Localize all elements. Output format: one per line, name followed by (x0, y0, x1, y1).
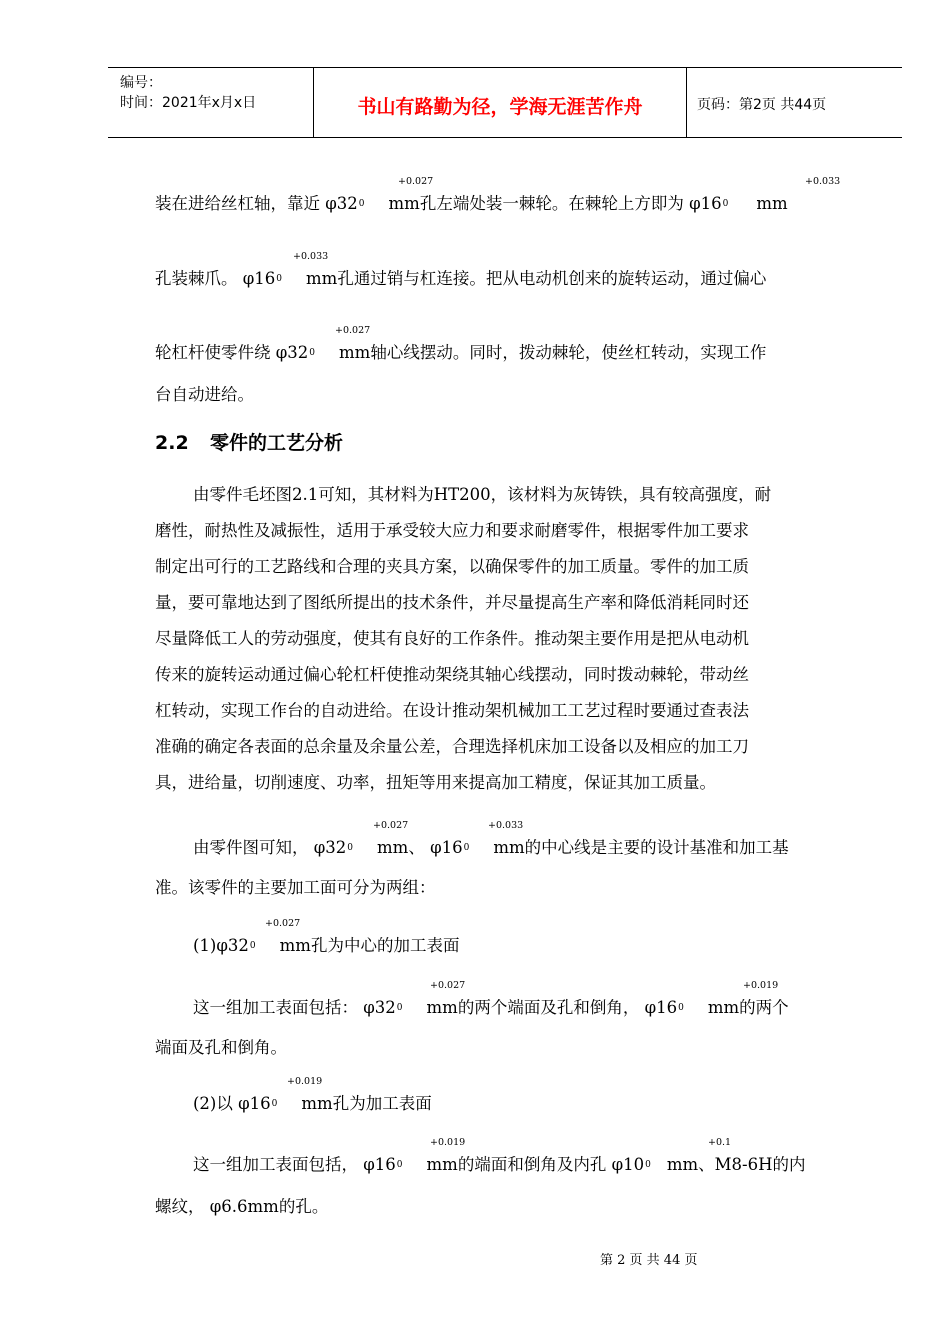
tolerance-lower: 0 (396, 1160, 403, 1170)
text-run: mm的两个端面及孔和倒角， φ16 (426, 998, 678, 1017)
text-run: 这一组加工表面包括： φ32 (193, 998, 396, 1017)
tolerance-upper: +0.019 (287, 1076, 323, 1087)
tolerance-upper: +0.019 (743, 980, 779, 991)
tolerance-lower: 0 (645, 1160, 651, 1170)
paragraph-line (193, 834, 789, 858)
tolerance-lower: 0 (463, 843, 470, 853)
tolerance-lower: 0 (358, 199, 365, 209)
paragraph-line: 磨性，耐热性及减振性，适用于承受较大应力和要求耐磨零件，根据零件加工要求 (155, 521, 749, 540)
text-run: mm轴心线摆动。同时，拨动棘轮，使丝杠转动，实现工作 (339, 343, 767, 362)
tolerance-upper: +0.019 (430, 1137, 466, 1148)
paragraph-line: 螺纹， φ6.6mm的孔。 (155, 1197, 329, 1216)
page-footer: 第 2 页 共 44 页 (600, 1253, 698, 1268)
text-run: mm的中心线是主要的设计基准和加工基 (493, 838, 789, 857)
header-motto: 书山有路勤为径，学海无涯苦作舟 (357, 96, 643, 118)
tolerance-upper: +0.027 (373, 820, 409, 831)
tolerance-upper: +0.033 (488, 820, 524, 831)
paragraph-line (155, 190, 788, 214)
text-run: 孔装棘爪。 φ16 (155, 269, 276, 288)
paragraph-line: 尽量降低工人的劳动强度，使其有良好的工作条件。推动架主要作用是把从电动机 (155, 629, 749, 648)
tolerance-lower: 0 (309, 348, 316, 358)
header-page-cell (687, 68, 902, 137)
tolerance-upper: +0.027 (335, 325, 371, 336)
header-meta-cell (108, 68, 314, 137)
paragraph-line: 杠转动，实现工作台的自动进给。在设计推动架机械加工工艺过程时要通过查表法 (155, 701, 749, 720)
section-heading (155, 428, 343, 455)
paragraph-line: 制定出可行的工艺路线和合理的夹具方案，以确保零件的加工质量。零件的加工质 (155, 557, 749, 576)
page-header (108, 67, 902, 138)
tolerance-lower: 0 (347, 843, 354, 853)
paragraph-line (155, 381, 254, 405)
tolerance-upper: +0.033 (805, 176, 841, 187)
paragraph-line (155, 339, 766, 363)
section-title: 零件的工艺分析 (210, 432, 344, 454)
text-run: mm的端面和倒角及内孔 φ10 (426, 1155, 645, 1174)
paragraph-line (193, 994, 789, 1018)
tolerance-upper: +0.027 (398, 176, 434, 187)
text-run: (1)φ32 (193, 936, 249, 955)
header-motto-cell (314, 68, 687, 137)
text-run: mm孔为中心的加工表面 (279, 936, 460, 955)
paragraph-line: 准确的确定各表面的总余量及余量公差，合理选择机床加工设备以及相应的加工刀 (155, 737, 749, 756)
text-run: mm、M8-6H的内 (666, 1155, 806, 1174)
doc-time-label: 时间：2021年x月x日 (120, 95, 257, 111)
text-run: mm孔左端处装一棘轮。在棘轮上方即为 φ16 (388, 194, 722, 213)
paragraph-line: 由零件毛坯图2.1可知，其材料为HT200，该材料为灰铸铁，具有较高强度，耐 (193, 485, 772, 504)
tolerance-upper: +0.027 (265, 918, 301, 929)
tolerance-lower: 0 (678, 1003, 684, 1013)
section-number: 2.2 (155, 432, 189, 454)
paragraph-line (193, 932, 459, 956)
text-run: 这一组加工表面包括， φ16 (193, 1155, 396, 1174)
paragraph-line: 准。该零件的主要加工面可分为两组： (155, 878, 436, 897)
text-run: mm的两个 (707, 998, 789, 1017)
text-run: mm孔通过销与杠连接。把从电动机创来的旋转运动，通过偏心 (306, 269, 767, 288)
text-run: 台自动进给。 (155, 385, 254, 404)
header-page-info: 页码：第2页 共44页 (697, 97, 827, 113)
tolerance-lower: 0 (271, 1099, 278, 1109)
paragraph-line (193, 1090, 432, 1114)
paragraph-line (155, 265, 766, 289)
text-run: 装在进给丝杠轴，靠近 φ32 (155, 194, 358, 213)
tolerance-upper: +0.033 (293, 251, 329, 262)
text-run: mm (756, 194, 788, 213)
text-run: mm孔为加工表面 (301, 1094, 432, 1113)
tolerance-upper: +0.027 (430, 980, 466, 991)
doc-number-label: 编号： (120, 75, 162, 91)
tolerance-upper: +0.1 (708, 1137, 732, 1148)
text-run: 轮杠杆使零件绕 φ32 (155, 343, 309, 362)
tolerance-lower: 0 (249, 941, 256, 951)
paragraph-line (193, 1151, 806, 1175)
text-run: mm、 φ16 (377, 838, 463, 857)
paragraph-line: 端面及孔和倒角。 (155, 1038, 287, 1057)
paragraph-line: 具，进给量，切削速度、功率，扭矩等用来提高加工精度，保证其加工质量。 (155, 773, 716, 792)
tolerance-lower: 0 (276, 274, 283, 284)
tolerance-lower: 0 (722, 199, 729, 209)
text-run: (2)以 φ16 (193, 1094, 271, 1113)
text-run: 由零件图可知， φ32 (193, 838, 347, 857)
paragraph-line: 量，要可靠地达到了图纸所提出的技术条件，并尽量提高生产率和降低消耗同时还 (155, 593, 749, 612)
paragraph-line: 传来的旋转运动通过偏心轮杠杆使推动架绕其轴心线摆动，同时拨动棘轮，带动丝 (155, 665, 749, 684)
tolerance-lower: 0 (396, 1003, 403, 1013)
